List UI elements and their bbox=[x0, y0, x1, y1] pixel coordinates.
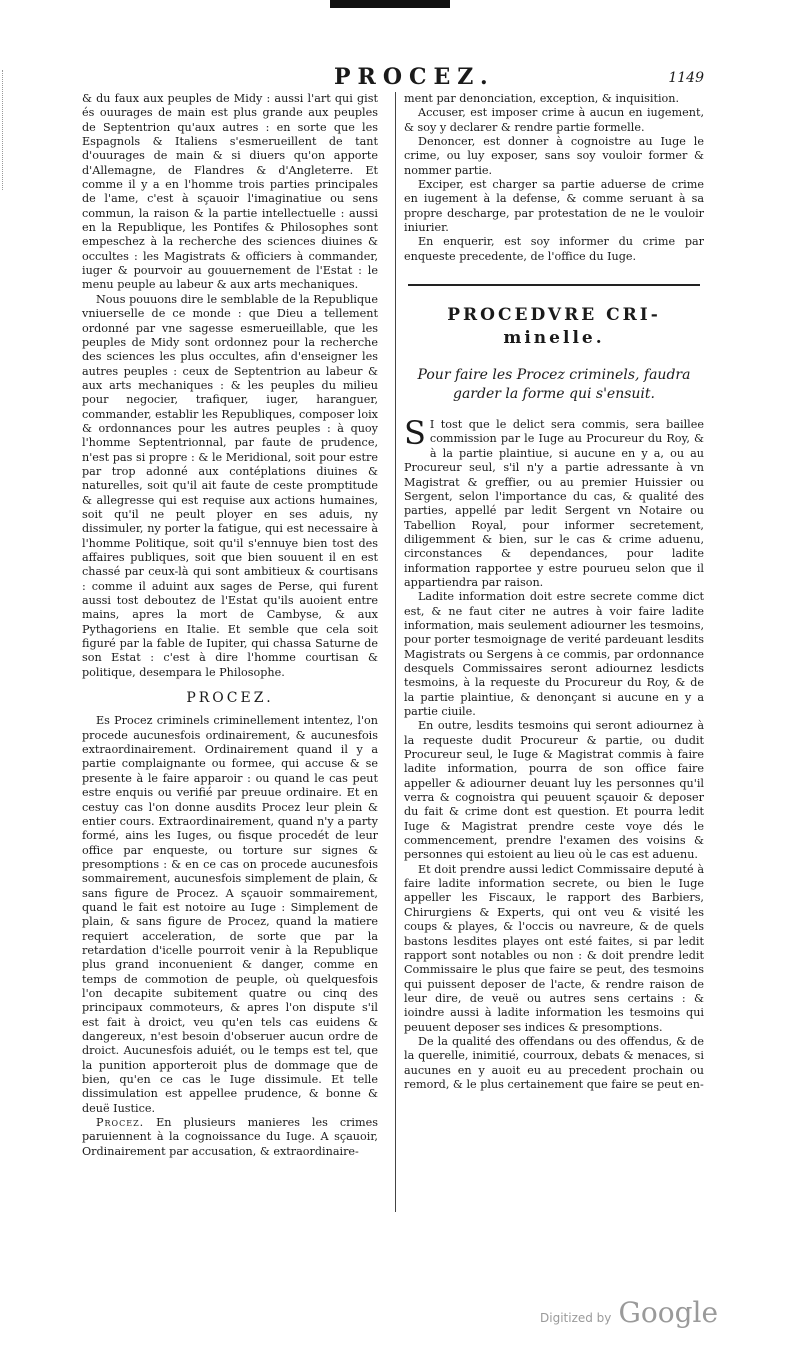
book-page bbox=[82, 62, 704, 1212]
left-paragraph-2: Nous pouuons dire le semblable de la Republique vniuerselle de ce monde : que Dieu a tellement ordonné par vne sagesse esmerueillable, que les peuples de Midy sont ordonnez pour la recherche des sciences les plus occultes, afin d'enseigner les autres peuples : ceux de Septentrion au labeur & aux arts mechaniques : & les peuples du milieu pour negocier, trafiquer, iuger, haranguer, commander, establir les Republiques, composer loix & ordonnances pour les autres peuples : à quoy l'homme Septentrionnal, par faute de prudence, n'est pas si propre : & le Meridional, soit pour estre par trop adonné aux contéplations diuines & naturelles, soit qu'il ait faute de ceste promptitude & allegresse qui est requise aux actions humaines, soit qu'il ne peult ployer en ses aduis, ny dissimuler, ny porter la fatigue, qui est necessaire à l'homme Politique, soit qu'il s'ennuye bien tost des affaires publiques, soit que bien souuent il en est chassé par ceux-là qui sont ambitieux & courtisans : comme il aduint aux sages de Perse, qui furent aussi tost deboutez de l'Estat qu'ils auoient entre mains, apres la mort de Cambyse, & aux Pythagoriens en Italie. Et semble que cela soit figuré par la fable de Iupiter, qui chassa Saturne de son Estat : c'est à dire l'homme courtisan & politique, desempara le Philosophe. bbox=[82, 292, 378, 679]
right-paragraph-4: Exciper, est charger sa partie aduerse de crime en iugement à la defense, & comme seruant à sa propre descharge, par protestation de ne le vouloir iniurier. bbox=[404, 178, 704, 235]
right-column bbox=[404, 92, 704, 1092]
right-paragraph-7: Ladite information doit estre secrete comme dict est, & ne faut citer ne autres à voir faire ladite information, mais seulement adiourner les tesmoins, pour porter tesmoignage de verité pardeuant lesdits Magistrats ou Sergens à ce commis, par ordonnance desquels Commissaires seront adiournez lesdicts tesmoins, à la requeste du Procureur du Roy, & de la partie plaintiue, & denonçant si aucune en y a partie ciuile. bbox=[404, 590, 704, 718]
running-title: PROCEZ. bbox=[334, 64, 495, 90]
section-title-procez: PROCEZ. bbox=[186, 690, 274, 707]
right-paragraph-10: De la qualité des offendans ou des offendus, & de la querelle, inimitié, courroux, debats & menaces, si aucunes en y auoit eu au precedent prochain ou remord, & le plus certainement que faire se peut en- bbox=[404, 1034, 704, 1091]
left-column bbox=[82, 92, 378, 1159]
section-divider bbox=[408, 284, 700, 286]
left-paragraph-4 bbox=[82, 1116, 378, 1159]
drop-cap: S bbox=[404, 414, 426, 453]
digitized-by-label: Digitized by bbox=[540, 1311, 612, 1325]
left-paragraph-1: & du faux aux peuples de Midy : aussi l'art qui gist és ouurages de main est plus grande aux peuples de Septentrion qu'aux autres : en sorte que les Espagnols & Italiens s'esmerueillent de tant d'ouurages de main & si diuers qu'on apporte d'Allemagne, de Flandres & d'Angleterre. Et comme il y a en l'homme trois parties principales de l'ame, c'est à sçauoir l'imaginatiue ou sens commun, la raison & la partie intellectuelle : aussi en la Republique, les Pontifes & Philosophes sont empeschez à la recherche des sciences diuines & occultes : les Magistrats & officiers à commander, iuger & pourvoir au gouuernement de l'Estat : le menu peuple au labeur & aux arts mechaniques. bbox=[82, 92, 378, 292]
google-logo: Google bbox=[618, 1296, 719, 1329]
paragraph-lead-word: Procez. bbox=[96, 1116, 145, 1130]
digitized-by-google-watermark bbox=[540, 1296, 718, 1329]
margin-marks bbox=[2, 70, 13, 190]
right-paragraph-5: En enquerir, est soy informer du crime par enqueste precedente, de l'office du Iuge. bbox=[404, 235, 704, 263]
right-paragraph-8: En outre, lesdits tesmoins qui seront adiournez à la requeste dudit Procureur & partie, ou dudit Procureur seul, le Iuge & Magistrat commis à faire ladite information, pourra de son office faire appeller & adiourner deuant luy les personnes qu'il verra & cognoistra qui peuuent sçauoir & deposer du fait & crime dont est question. Et pourra ledit Iuge & Magistrat prendre ceste voye dés le commencement, prendre l'examen des voisins & personnes qui estoient au lieu où le cas est aduenu. bbox=[404, 719, 704, 862]
procedure-heading-line-1: PROCEDVRE CRI- bbox=[447, 305, 661, 326]
right-paragraph-2: Accuser, est imposer crime à aucun en iugement, & soy y declarer & rendre partie formelle. bbox=[404, 106, 704, 134]
left-paragraph-3: Es Procez criminels criminellement intentez, l'on procede aucunesfois ordinairement, & aucunesfois extraordinairement. Ordinairement quand il y a partie complaignante ou formee, qui accuse & se presente à le faire apparoir : ou quand le cas peut estre enquis ou verifié par preuue ordinaire. Et en cestuy cas l'on donne ausdits Procez leur plein & entier cours. Extraordinairement, quand n'y a party formé, ains les Iuges, ou fisque procedét de leur office par enqueste, ou torture sur signes & presomptions : & en ce cas on procede aucunesfois sommairement, aucunesfois simplement de plain, & sans figure de Procez. A sçauoir sommairement, quand le fait est notoire au Iuge : Simplement de plain, & sans figure de Procez, quand la matiere requiert acceleration, de sorte que par la retardation d'icelle pourroit venir à la Republique plus grand inconuenient & danger, comme en temps de commotion de peuple, où quelquesfois l'on decapite subitement quatre ou cinq des principaux commoteurs, & apres l'on dispute s'il est fait à droict, veu qu'en tels cas euidens & dangereux, n'est besoin d'obseruer aucun ordre de droict. Aucunesfois aduiét, ou le temps est tel, que la punition apporteroit plus de dommage que de bien, qu'en ce cas le Iuge dissimule. Et telle dissimulation est appellee prudence, & bonne & deuë Iustice. bbox=[82, 714, 378, 1115]
left-paragraph-4-text: En plusieurs manieres les crimes paruiennent à la cognoissance du Iuge. A sçauoir, Ordinairement par accusation, & extraordinaire- bbox=[82, 1116, 378, 1158]
page-header bbox=[82, 62, 704, 92]
subtitle-line-1: Pour faire les Procez criminels, faudra bbox=[417, 367, 691, 384]
page-number: 1149 bbox=[668, 70, 704, 86]
right-paragraph-3: Denoncer, est donner à cognoistre au Iuge le crime, ou luy exposer, sans soy vouloir former & nommer partie. bbox=[404, 135, 704, 177]
top-edge-mark bbox=[330, 0, 450, 8]
right-paragraph-1: ment par denonciation, exception, & inquisition. bbox=[404, 92, 680, 105]
procedure-heading-line-2: minelle. bbox=[503, 328, 605, 349]
procedure-subtitle bbox=[404, 366, 704, 404]
column-rule bbox=[395, 92, 396, 1212]
subtitle-line-2: garder la forme qui s'ensuit. bbox=[453, 386, 655, 403]
right-paragraph-6-text: I tost que le delict sera commis, sera baillee commission par le Iuge au Procureur du Roy, & à la partie plaintiue, si aucune en y a, ou au Procureur seul, s'il n'y a partie adressante à vn Magistrat & greffier, ou au premier Huissier ou Sergent, selon l'importance du cas, & qualité des parties, appellé par ledit Sergent vn Notaire ou Tabellion Royal, pour informer secretement, diligemment & bien, sur le cas & crime aduenu, circonstances & dependances, pour ladite information rapportee y estre pourueu selon que il appartiendra par raison. bbox=[404, 418, 704, 589]
procedure-heading bbox=[404, 304, 704, 350]
right-paragraph-9: Et doit prendre aussi ledict Commissaire deputé à faire ladite information secrete, ou bien le Iuge appeller les Fiscaux, le rapport des Barbiers, Chirurgiens & Experts, qui ont veu & visité les coups & playes, & l'occis ou navreure, & de quels bastons lesdites playes ont esté faites, si par ledit rapport sont notables ou non : & doit prendre ledit Commissaire le plus que faire se peut, des tesmoins qui puissent deposer de l'acte, & rendre raison de leur dire, de veuë ou autres sens certains : & ioindre aussi à ladite information les tesmoins qui peuuent deposer ses indices & presomptions. bbox=[404, 862, 704, 1034]
right-paragraph-6 bbox=[404, 414, 704, 590]
